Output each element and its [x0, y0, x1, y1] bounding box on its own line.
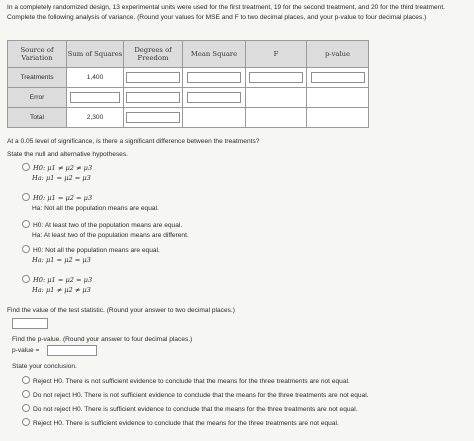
header-df: Degrees of Freedom [124, 41, 183, 68]
question-pvalue: Find the p-value. (Round your answer to four decimal places.) [12, 336, 193, 343]
source-treatments: Treatments [8, 68, 67, 88]
header-ss: Sum of Squares [67, 41, 124, 68]
df-treatments-input[interactable] [126, 72, 180, 83]
anova-header-row [8, 41, 369, 68]
header-ms: Mean Square [183, 41, 246, 68]
pvalue-answer-input[interactable] [47, 345, 97, 356]
problem-statement: In a completely randomized design, 13 experimental units were used for the first treatment, 19 for the second treatment, and 20 for the third treatment. Complete the following analysis of variance. (Round your values for MSE and F to two decimal places, and your p-value to four decimal places.) [7, 4, 445, 21]
ss-total: 2,300 [67, 108, 124, 128]
ss-error-input[interactable] [70, 92, 120, 103]
conclusion-option-2[interactable]: Do not reject H0. There is not sufficient evidence to conclude that the means for the three treatments are not equal. [22, 391, 369, 401]
conclusion-option-4[interactable]: Reject H0. There is sufficient evidence to conclude that the means for the three treatments are not equal. [22, 419, 339, 429]
header-pvalue: p-value [307, 41, 369, 68]
hypothesis-option-1[interactable]: H0: μ1 ≠ μ2 ≠ μ3 Ha: μ1 = μ2 = μ3 [22, 164, 92, 183]
table-row-total [8, 108, 369, 128]
pvalue-label: p-value = [12, 347, 40, 354]
f-input[interactable] [249, 72, 303, 83]
radio-button[interactable] [22, 275, 30, 283]
table-row-error [8, 88, 369, 108]
source-total: Total [8, 108, 67, 128]
radio-button[interactable] [22, 163, 30, 171]
anova-table [7, 40, 369, 128]
header-source: Source of Variation [8, 41, 67, 68]
radio-button[interactable] [22, 418, 30, 426]
test-statistic-input[interactable] [12, 318, 48, 329]
hypothesis-option-4[interactable]: H0: Not all the population means are equal. Ha: μ1 = μ2 = μ3 [22, 246, 160, 265]
ms-treatments-input[interactable] [187, 72, 241, 83]
radio-button[interactable] [22, 193, 30, 201]
source-error: Error [8, 88, 67, 108]
radio-button[interactable] [22, 220, 30, 228]
question-conclusion: State your conclusion. [12, 363, 77, 370]
question-hypotheses: State the null and alternative hypotheses. [7, 151, 128, 158]
hypothesis-option-5[interactable]: H0: μ1 = μ2 = μ3 Ha: μ1 ≠ μ2 ≠ μ3 [22, 276, 92, 295]
ss-treatments: 1,400 [67, 68, 124, 88]
radio-button[interactable] [22, 404, 30, 412]
ms-error-input[interactable] [187, 92, 241, 103]
radio-button[interactable] [22, 390, 30, 398]
table-row-treatments [8, 68, 369, 88]
radio-button[interactable] [22, 245, 30, 253]
conclusion-option-1[interactable]: Reject H0. There is not sufficient evidence to conclude that the means for the three treatments are not equal. [22, 377, 350, 387]
conclusion-option-3[interactable]: Do not reject H0. There is sufficient evidence to conclude that the means for the three treatments are not equal. [22, 405, 358, 415]
pvalue-input[interactable] [311, 72, 365, 83]
df-error-input[interactable] [126, 92, 180, 103]
header-f: F [246, 41, 307, 68]
question-test-statistic: Find the value of the test statistic. (Round your answer to two decimal places.) [7, 307, 235, 314]
radio-button[interactable] [22, 376, 30, 384]
df-total-input[interactable] [126, 112, 180, 123]
hypothesis-option-3[interactable]: H0: At least two of the population means are equal. Ha: At least two of the population means are different. [22, 221, 189, 240]
hypothesis-option-2[interactable]: H0: μ1 = μ2 = μ3 Ha: Not all the population means are equal. [22, 194, 159, 213]
question-significance: At a 0.05 level of significance, is there a significant difference between the treatments? [7, 138, 260, 145]
